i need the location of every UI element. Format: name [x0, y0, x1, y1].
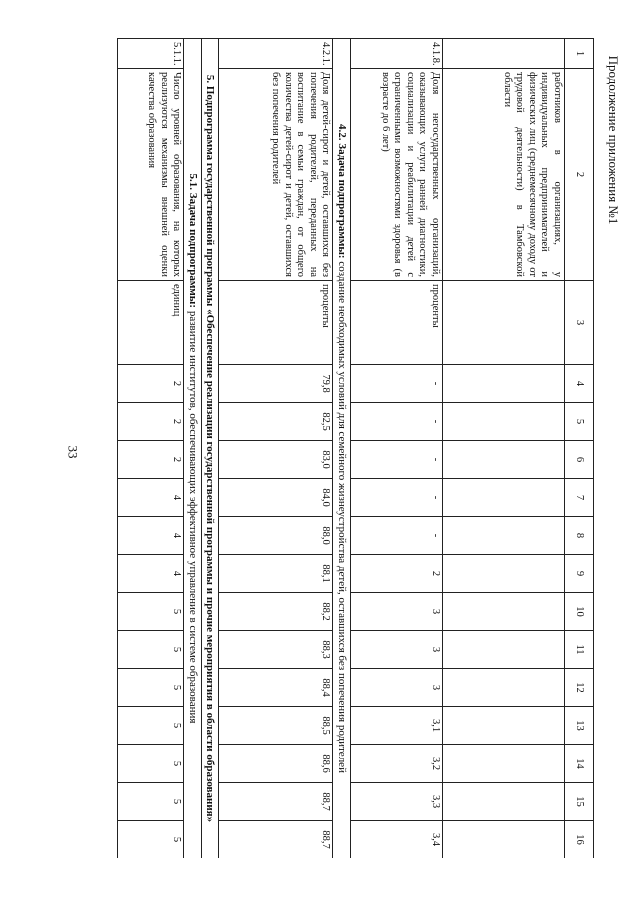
value-cell	[443, 517, 565, 555]
value-cell: 83,0	[219, 441, 333, 479]
value-cell	[443, 821, 565, 859]
value-cell: -	[351, 403, 443, 441]
value-cell: -	[351, 441, 443, 479]
value-cell: -	[351, 365, 443, 403]
value-cell: 2	[351, 555, 443, 593]
value-cell: 88,2	[219, 593, 333, 631]
value-cell: 5	[118, 669, 184, 707]
value-cell	[443, 669, 565, 707]
value-cell: 3,3	[351, 783, 443, 821]
row-number: 4.2.1.	[219, 39, 333, 69]
task-label: 5.1. Задача подпрограммы:	[187, 173, 199, 309]
row-number	[443, 39, 565, 69]
value-cell	[443, 479, 565, 517]
indicator-unit: проценты	[351, 281, 443, 365]
indicator-name: Доля детей-сирот и детей, оставшихся без попечения родителей, переданных на воспитание в семьи граждан, от общего количества детей-сирот и детей, оставшихся без попечения родителей	[219, 69, 333, 281]
value-cell: 88,5	[219, 707, 333, 745]
section-row-5	[202, 39, 220, 859]
value-cell: 84,0	[219, 479, 333, 517]
value-cell	[443, 403, 565, 441]
table-inner	[118, 38, 595, 858]
value-cell: 4	[118, 555, 184, 593]
value-cell: 3,2	[351, 745, 443, 783]
indicator-unit	[443, 281, 565, 365]
row-number: 4.1.8.	[351, 39, 443, 69]
indicator-name: Доля негосударственных организаций, оказывающих услуги ранней диагностики, социализации и реабилитации детей с ограниченными возможностями здоровья (в возрасте до 6 лет)	[351, 69, 443, 281]
indicator-unit: проценты	[219, 281, 333, 365]
indicator-unit: единиц	[118, 281, 184, 365]
header-cell: 10	[565, 593, 594, 631]
table-row-4-2-1	[219, 39, 333, 859]
value-cell: 3,4	[351, 821, 443, 859]
value-cell: 88,7	[219, 783, 333, 821]
value-cell: 88,0	[219, 517, 333, 555]
value-cell: 5	[118, 631, 184, 669]
value-cell: 3	[351, 669, 443, 707]
header-cell: 12	[565, 669, 594, 707]
value-cell: 3,1	[351, 707, 443, 745]
table-row-5-1-1	[118, 39, 184, 859]
header-cell: 8	[565, 517, 594, 555]
value-cell: 2	[118, 403, 184, 441]
value-cell: -	[351, 479, 443, 517]
value-cell: 4	[118, 479, 184, 517]
value-cell: -	[351, 517, 443, 555]
task-label: 4.2. Задача подпрограммы:	[336, 124, 348, 259]
value-cell	[443, 707, 565, 745]
section-heading: 5. Подпрограмма государственной программы «Обеспечение реализации государственной программы и прочие мероприятия в области образования»	[202, 39, 220, 859]
value-cell: 2	[118, 441, 184, 479]
value-cell: 5	[118, 821, 184, 859]
table-row-4-1-8	[351, 39, 443, 859]
value-cell: 5	[118, 707, 184, 745]
value-cell	[443, 745, 565, 783]
value-cell: 88,3	[219, 631, 333, 669]
value-cell: 5	[118, 593, 184, 631]
appendix-note: Продолжение приложения №1	[606, 55, 621, 225]
value-cell: 82,5	[219, 403, 333, 441]
value-cell: 4	[118, 517, 184, 555]
indicator-name: Число уровней образования, на которых реализуются механизмы внешней оценки качества образования	[118, 69, 184, 281]
value-cell	[443, 593, 565, 631]
value-cell	[443, 783, 565, 821]
value-cell: 3	[351, 631, 443, 669]
value-cell: 88,4	[219, 669, 333, 707]
header-cell: 13	[565, 707, 594, 745]
value-cell: 3	[351, 593, 443, 631]
header-cell: 9	[565, 555, 594, 593]
header-cell: 16	[565, 821, 594, 859]
task-row-4-2	[333, 39, 351, 859]
value-cell	[443, 441, 565, 479]
value-cell: 88,1	[219, 555, 333, 593]
value-cell: 88,6	[219, 745, 333, 783]
header-cell: 11	[565, 631, 594, 669]
value-cell: 79,8	[219, 365, 333, 403]
header-cell: 5	[565, 403, 594, 441]
indicators-table	[118, 38, 595, 858]
indicator-name: работников в организациях, у индивидуальных предпринимателей и физических лиц (среднемесячному доходу от трудовой деятельности) в Тамбовской области	[443, 69, 565, 281]
value-cell: 5	[118, 745, 184, 783]
header-cell: 2	[565, 69, 594, 281]
task-text: создание необходимых условий для семейного жизнеустройства детей, оставшихся без попечения родителей	[336, 261, 348, 773]
task-heading	[333, 39, 351, 859]
header-cell: 7	[565, 479, 594, 517]
value-cell	[443, 365, 565, 403]
value-cell	[443, 631, 565, 669]
header-cell: 6	[565, 441, 594, 479]
header-cell: 4	[565, 365, 594, 403]
task-text: развитие институтов, обеспечивающих эффективное управление в системе образования	[187, 310, 199, 724]
value-cell: 2	[118, 365, 184, 403]
header-cell: 3	[565, 281, 594, 365]
header-cell: 1	[565, 39, 594, 69]
rotated-table-area	[98, 38, 594, 858]
header-cell: 14	[565, 745, 594, 783]
header-row	[565, 39, 594, 859]
table-row-continuation	[443, 39, 565, 859]
value-cell	[443, 555, 565, 593]
value-cell: 5	[118, 783, 184, 821]
task-row-5-1	[184, 39, 202, 859]
header-cell: 15	[565, 783, 594, 821]
row-number: 5.1.1.	[118, 39, 184, 69]
page-number: 33	[65, 445, 81, 459]
value-cell: 88,7	[219, 821, 333, 859]
task-heading	[184, 39, 202, 859]
